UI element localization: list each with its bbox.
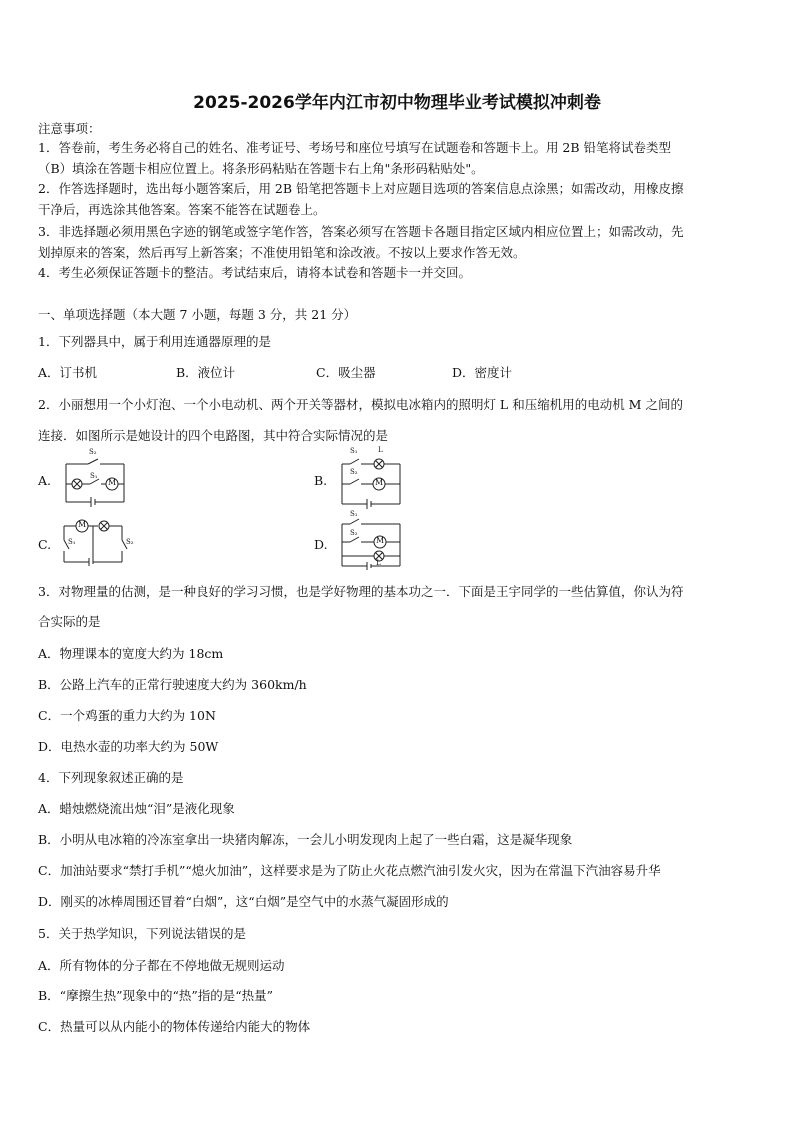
q4-option-d: D．刚买的冰棒周围还冒着“白烟”，这“白烟”是空气中的水蒸气凝固形成的 — [38, 894, 449, 909]
notice-line: （B）填涂在答题卡相应位置上。将条形码粘贴在答题卡右上角"条形码粘贴处"。 — [38, 161, 484, 176]
question-1-stem: 1．下列器具中，属于利用连通器原理的是 — [38, 334, 271, 349]
switch-s2-label: S₂ — [350, 529, 358, 537]
question-4-stem: 4．下列现象叙述正确的是 — [38, 770, 184, 785]
q2-option-a: A. — [38, 473, 52, 488]
question-3-stem: 3．对物理量的估测，是一种良好的学习习惯，也是学好物理的基本功之一．下面是王宇同学的一些估算值，你认为符 — [38, 584, 684, 599]
notice-line: 1．答卷前，考生务必将自己的姓名、准考证号、考场号和座位号填写在试题卷和答题卡上。用 2B 铅笔将试卷类型 — [38, 140, 672, 155]
q1-option-d: D．密度计 — [452, 365, 513, 380]
circuit-diagram-d — [338, 510, 404, 572]
q5-option-c: C．热量可以从内能小的物体传递给内能大的物体 — [38, 1019, 311, 1034]
notice-line: 4．考生必须保证答题卡的整洁。考试结束后，请将本试卷和答题卡一并交回。 — [38, 265, 471, 280]
question-2-stem: 2．小丽想用一个小灯泡、一个小电动机、两个开关等器材，模拟电冰箱内的照明灯 L 和压缩机用的电动机 M 之间的 — [38, 397, 683, 412]
q3-option-a: A．物理课本的宽度大约为 18cm — [38, 646, 224, 661]
switch-s1-label: S₁ — [350, 510, 358, 518]
q3-option-d: D．电热水壶的功率大约为 50W — [38, 739, 219, 754]
circuit-diagram-a — [62, 448, 128, 510]
motor-label: M — [376, 536, 385, 545]
notice-line: 2．作答选择题时，选出每小题答案后，用 2B 铅笔把答题卡上对应题目选项的答案信息点涂黑；如需改动，用橡皮擦 — [38, 181, 684, 196]
switch-s1-label: S₁ — [68, 538, 76, 546]
notice-heading: 注意事项： — [38, 121, 101, 136]
q3-option-c: C．一个鸡蛋的重力大约为 10N — [38, 708, 216, 723]
q5-option-a: A．所有物体的分子都在不停地做无规则运动 — [38, 958, 285, 973]
switch-s2-label: S₂ — [350, 468, 358, 476]
q3-option-b: B．公路上汽车的正常行驶速度大约为 360km/h — [38, 677, 307, 692]
question-2-stem: 连接．如图所示是她设计的四个电路图，其中符合实际情况的是 — [38, 428, 389, 443]
question-5-stem: 5．关于热学知识，下列说法错误的是 — [38, 926, 246, 941]
q4-option-a: A．蜡烛燃烧流出烛“泪”是液化现象 — [38, 801, 235, 816]
q2-option-b: B. — [314, 473, 328, 488]
notice-line: 3．非选择题必须用黑色字迹的钢笔或签字笔作答，答案必须写在答题卡各题目指定区域内相应位置上；如需改动，先 — [38, 224, 684, 239]
circuit-diagram-c — [60, 516, 136, 570]
q2-option-c: C. — [38, 537, 52, 552]
q2-option-d: D. — [314, 537, 328, 552]
switch-s1-label: S₁ — [350, 447, 358, 455]
q4-option-b: B．小明从电冰箱的冷冻室拿出一块猪肉解冻，一会儿小明发现肉上起了一些白霜，这是凝华现象 — [38, 832, 573, 847]
section-heading: 一、单项选择题（本大题 7 小题，每题 3 分，共 21 分） — [38, 307, 357, 322]
q5-option-b: B．“摩擦生热”现象中的“热”指的是“热量” — [38, 988, 274, 1003]
q4-option-c: C．加油站要求“禁打手机”“熄火加油”，这样要求是为了防止火花点燃汽油引发火灾，因为在常温下汽油容易升华 — [38, 863, 661, 878]
motor-label: M — [108, 478, 117, 487]
switch-s2-label: S₂ — [126, 538, 134, 546]
circuit-diagram-b — [338, 446, 404, 512]
q1-option-b: B．液位计 — [176, 365, 236, 380]
switch-s1-label: S₁ — [90, 472, 98, 480]
lamp-label: L — [378, 446, 383, 454]
motor-label: M — [78, 520, 87, 529]
q1-option-a: A．订书机 — [38, 365, 98, 380]
exam-title: 2025-2026学年内江市初中物理毕业考试模拟冲刺卷 — [193, 93, 601, 113]
motor-label: M — [375, 478, 384, 487]
notice-line: 干净后，再选涂其他答案。答案不能答在试题卷上。 — [38, 202, 326, 217]
lamp-label: L — [376, 559, 381, 567]
q1-option-c: C．吸尘器 — [316, 365, 376, 380]
notice-line: 划掉原来的答案，然后再写上新答案；不准使用铅笔和涂改液。不按以上要求作答无效。 — [38, 245, 526, 260]
switch-s2-label: S₂ — [89, 448, 97, 456]
question-3-stem: 合实际的是 — [38, 614, 101, 629]
